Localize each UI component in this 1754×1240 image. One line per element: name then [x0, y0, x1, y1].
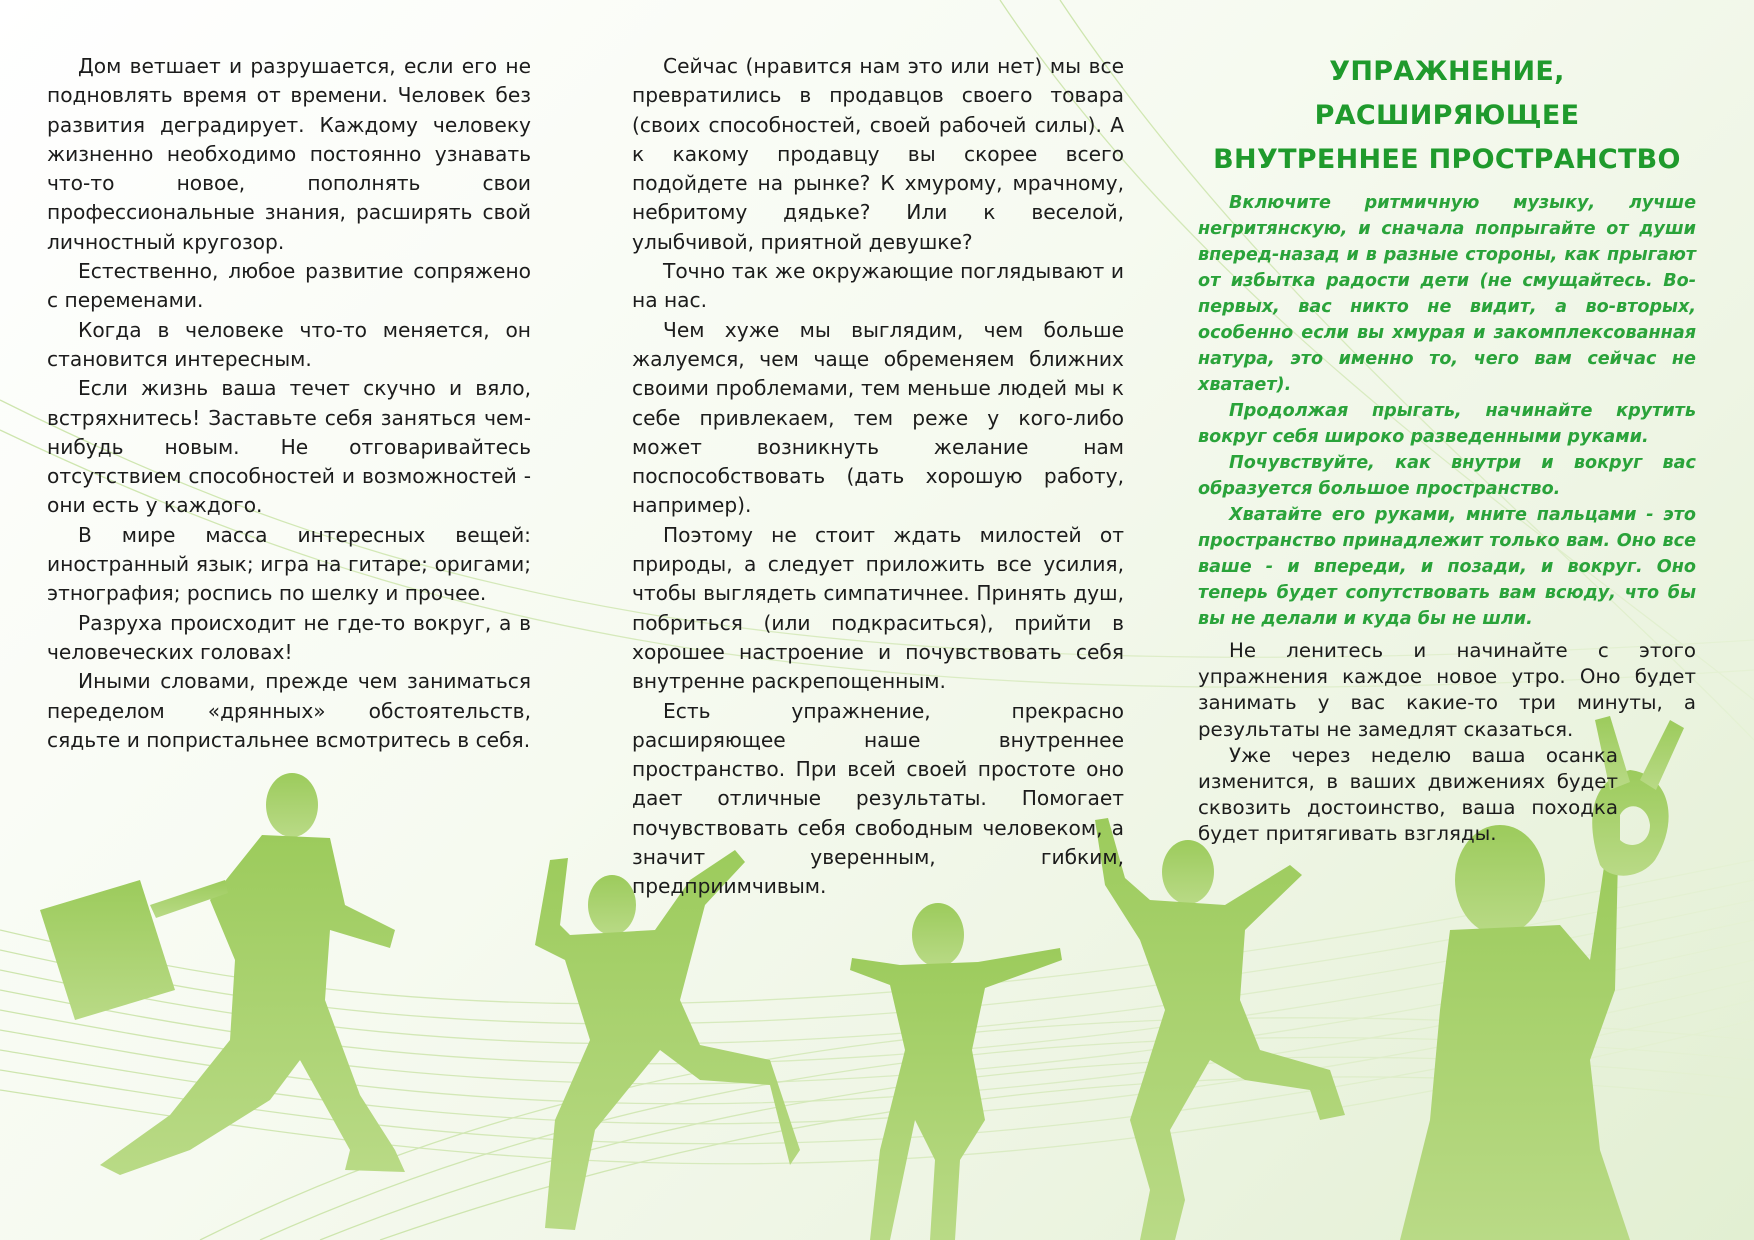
- paragraph: Иными словами, прежде чем заниматься переделом «дрянных» обстоятельств, сядьте и попристальнее всмотритесь в себя.: [47, 669, 531, 752]
- paragraph: Сейчас (нравится нам это или нет) мы все превратились в продавцов своего товара (своих способностей, своей рабочей силы). А к какому продавцу вы скорее всего подойдете на рынке? К хмурому, мрачному, небритому дядьке? Или к веселой, улыбчивой, приятной девушке?: [632, 54, 1124, 254]
- closing-paragraph: Не ленитесь и начинайте с этого упражнения каждое новое утро. Оно будет занимать у вас какие-то три минуты, а результаты не замедлят сказаться.: [1198, 639, 1696, 741]
- heading-line-1: УПРАЖНЕНИЕ, РАСШИРЯЮЩЕЕ: [1314, 56, 1580, 131]
- closing-paragraph: Уже через неделю ваша осанка изменится, в ваших движениях будет сквозить достоинство, ваша походка будет притягивать взгляды.: [1198, 743, 1618, 846]
- paragraph: В мире масса интересных вещей: иностранный язык; игра на гитаре; оригами; этнография; роспись по шелку и прочее.: [47, 522, 531, 606]
- column-1: [47, 52, 531, 755]
- paragraph: Если жизнь ваша течет скучно и вяло, встряхнитесь! Заставьте себя заняться чем-нибудь новым. Не отговаривайтесь отсутствием способностей и возможностей - они есть у каждого.: [47, 376, 531, 518]
- paragraph: Естественно, любое развитие сопряжено с переменами.: [47, 259, 531, 313]
- paragraph: Поэтому не стоит ждать милостей от природы, а следует приложить все усилия, чтобы выглядеть симпатичнее. Принять душ, побриться (или подкраситься), прийти в хорошее настроение и почувствовать себя внутренне раскрепощенным.: [632, 522, 1124, 694]
- paragraph: Чем хуже мы выглядим, чем больше жалуемся, чем чаще обременяем ближних своими проблемами, тем меньше людей мы к себе привлекаем, тем реже у кого-либо может возникнуть желание нам поспособствовать (дать хорошую работу, например).: [632, 317, 1124, 518]
- paragraph: Есть упражнение, прекрасно расширяющее наше внутреннее пространство. При всей своей простоте оно дает отличные результаты. Помогает почувствовать себя свободным человеком, а значит уверенным, гибким, предприимчивым.: [632, 698, 1124, 899]
- column-3: [1198, 50, 1696, 848]
- column-2: [632, 52, 1124, 902]
- exercise-paragraph: Продолжая прыгать, начинайте крутить вокруг себя широко разведенными руками.: [1198, 401, 1696, 447]
- exercise-paragraph: Включите ритмичную музыку, лучше негритянскую, и сначала попрыгайте от души вперед-назад и в разные стороны, как прыгают от избытка радости дети (не смущайтесь. Во-первых, вас никто не видит, а во-вторых, особенно если вы хмурая и закомплексованная натура, это именно то, чего вам сейчас не хватает).: [1198, 193, 1696, 395]
- paragraph: Дом ветшает и разрушается, если его не подновлять время от времени. Человек без развития деградирует. Каждому человеку жизненно необходимо постоянно узнавать что-то новое, пополнять свои профессиональные знания, расширять свой личностный кругозор.: [47, 54, 531, 254]
- paragraph: Разруха происходит не где-то вокруг, а в человеческих головах!: [47, 610, 531, 664]
- paragraph: Точно так же окружающие поглядывают и на нас.: [632, 259, 1124, 313]
- jumping-man-silhouette: [535, 850, 800, 1230]
- exercise-paragraph: Хватайте его руками, мните пальцами - это пространство принадлежит только вам. Оно все ваше - и впереди, и позади, и вокруг. Оно теперь будет сопутствовать вам всюду, что бы вы не делали и куда бы не шли.: [1198, 505, 1696, 629]
- running-man-with-briefcase-silhouette: [40, 773, 405, 1175]
- leaping-man-silhouette: [1095, 818, 1345, 1240]
- heading-line-2: ВНУТРЕННЕЕ ПРОСТРАНСТВО: [1213, 144, 1681, 175]
- exercise-paragraph: Почувствуйте, как внутри и вокруг вас образуется большое пространство.: [1198, 453, 1696, 499]
- exercise-heading: [1198, 50, 1696, 182]
- paragraph: Когда в человеке что-то меняется, он становится интересным.: [47, 317, 531, 371]
